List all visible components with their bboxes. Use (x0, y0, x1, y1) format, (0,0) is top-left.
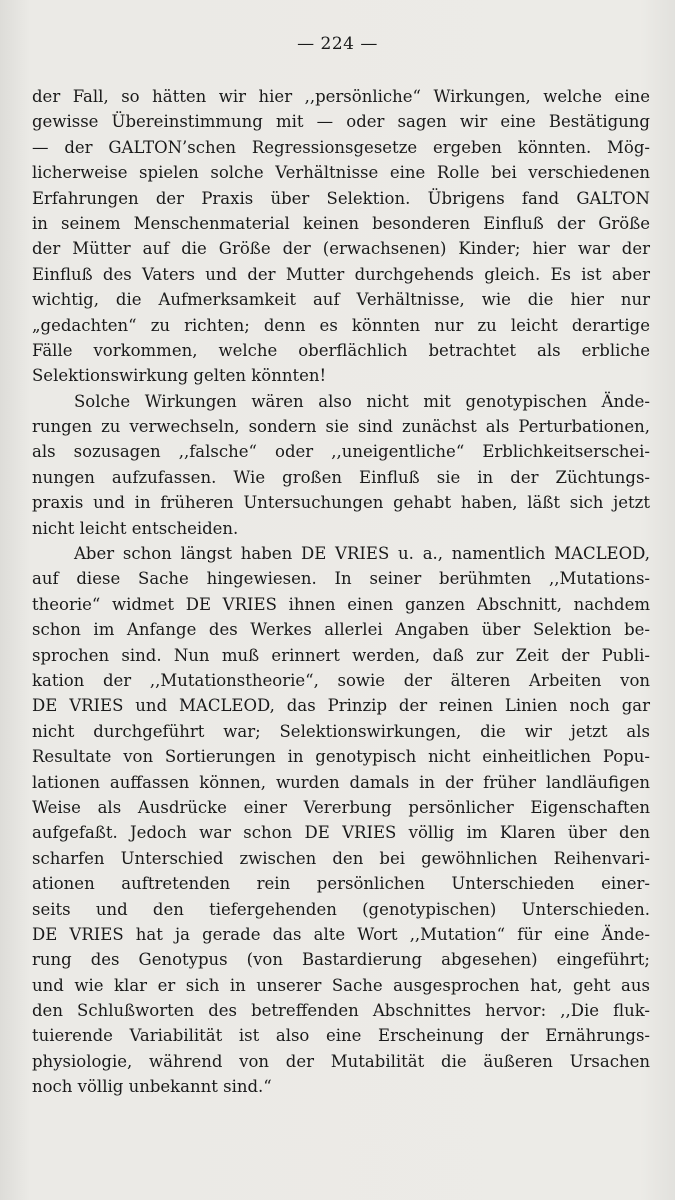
text-line: kation der ,,Mutationstheorie“, sowie der älteren Arbeiten von (32, 670, 650, 690)
text-line: praxis und in früheren Untersuchungen gehabt haben, läßt sich jetzt (32, 493, 650, 513)
text-line: nungen aufzufassen. Wie großen Einfluß sie in der Züchtungs- (32, 467, 650, 487)
text-line: den Schlußworten des betreffenden Abschnittes hervor: ,,Die fluk- (32, 1001, 650, 1021)
text-line: schon im Anfange des Werkes allerlei Angaben über Selektion be- (32, 620, 650, 640)
text-line: und wie klar er sich in unserer Sache ausgesprochen hat, geht aus (32, 975, 650, 995)
text-line: gewisse Übereinstimmung mit — oder sagen wir eine Bestätigung (32, 112, 650, 132)
text-line: — der GALTON’schen Regressionsgesetze ergeben könnten. Mög- (32, 137, 650, 157)
text-line: Einfluß des Vaters und der Mutter durchgehends gleich. Es ist aber (32, 264, 650, 284)
text-line: lationen auffassen können, wurden damals in der früher landläufigen (32, 772, 650, 792)
text-line: der Fall, so hätten wir hier ,,persönliche“ Wirkungen, welche eine (32, 87, 650, 106)
text-line: Fälle vorkommen, welche oberflächlich betrachtet als erbliche (32, 340, 650, 360)
text-line: „gedachten“ zu richten; denn es könnten nur zu leicht derartige (32, 315, 650, 335)
text-line: ationen auftretenden rein persönlichen Unterschieden einer- (32, 874, 650, 894)
text-line: nicht leicht entscheiden. (32, 518, 239, 538)
text-line: Erfahrungen der Praxis über Selektion. Übrigens fand GALTON (32, 188, 650, 208)
text-line: theorie“ widmet DE VRIES ihnen einen ganzen Abschnitt, nachdem (32, 594, 650, 614)
text-line: noch völlig unbekannt sind.“ (32, 1077, 272, 1097)
text-line: Aber schon längst haben DE VRIES u. a., namentlich MACLEOD, (74, 544, 650, 564)
text-line: aufgefaßt. Jedoch war schon DE VRIES völlig im Klaren über den (32, 823, 650, 843)
text-line: licherweise spielen solche Verhältnisse eine Rolle bei verschiedenen (32, 163, 650, 183)
page-number: — 224 — (297, 34, 378, 54)
text-line: DE VRIES hat ja gerade das alte Wort ,,Mutation“ für eine Ände- (32, 924, 650, 944)
text-line: Resultate von Sortierungen in genotypisch nicht einheitlichen Popu- (32, 747, 650, 767)
body-text (32, 84, 650, 1100)
text-line: rungen zu verwechseln, sondern sie sind zunächst als Perturbationen, (32, 417, 650, 437)
text-line: tuierende Variabilität ist also eine Erscheinung der Ernährungs- (32, 1026, 650, 1046)
text-line: Selektionswirkung gelten könnten! (32, 366, 327, 386)
text-line: in seinem Menschenmaterial keinen besonderen Einfluß der Größe (32, 213, 650, 233)
text-line: rung des Genotypus (von Bastardierung abgesehen) eingeführt; (32, 950, 650, 970)
text-line: Solche Wirkungen wären also nicht mit genotypischen Ände- (74, 391, 650, 411)
text-line: wichtig, die Aufmerksamkeit auf Verhältnisse, wie die hier nur (32, 290, 650, 310)
text-line: Weise als Ausdrücke einer Vererbung persönlicher Eigenschaften (32, 797, 650, 817)
text-line: als sozusagen ,,falsche“ oder ,,uneigentliche“ Erblichkeitserschei- (32, 442, 650, 462)
text-line: sprochen sind. Nun muß erinnert werden, daß zur Zeit der Publi- (32, 645, 650, 665)
text-line: nicht durchgeführt war; Selektionswirkungen, die wir jetzt als (32, 721, 650, 741)
text-line: seits und den tiefergehenden (genotypischen) Unterschieden. (32, 899, 650, 919)
text-line: auf diese Sache hingewiesen. In seiner berühmten ,,Mutations- (32, 569, 650, 589)
text-line: physiologie, während von der Mutabilität die äußeren Ursachen (32, 1051, 650, 1071)
text-line: scharfen Unterschied zwischen den bei gewöhnlichen Reihenvari- (32, 848, 650, 868)
text-line: DE VRIES und MACLEOD, das Prinzip der reinen Linien noch gar (32, 696, 650, 716)
text-line: der Mütter auf die Größe der (erwachsenen) Kinder; hier war der (32, 239, 650, 259)
